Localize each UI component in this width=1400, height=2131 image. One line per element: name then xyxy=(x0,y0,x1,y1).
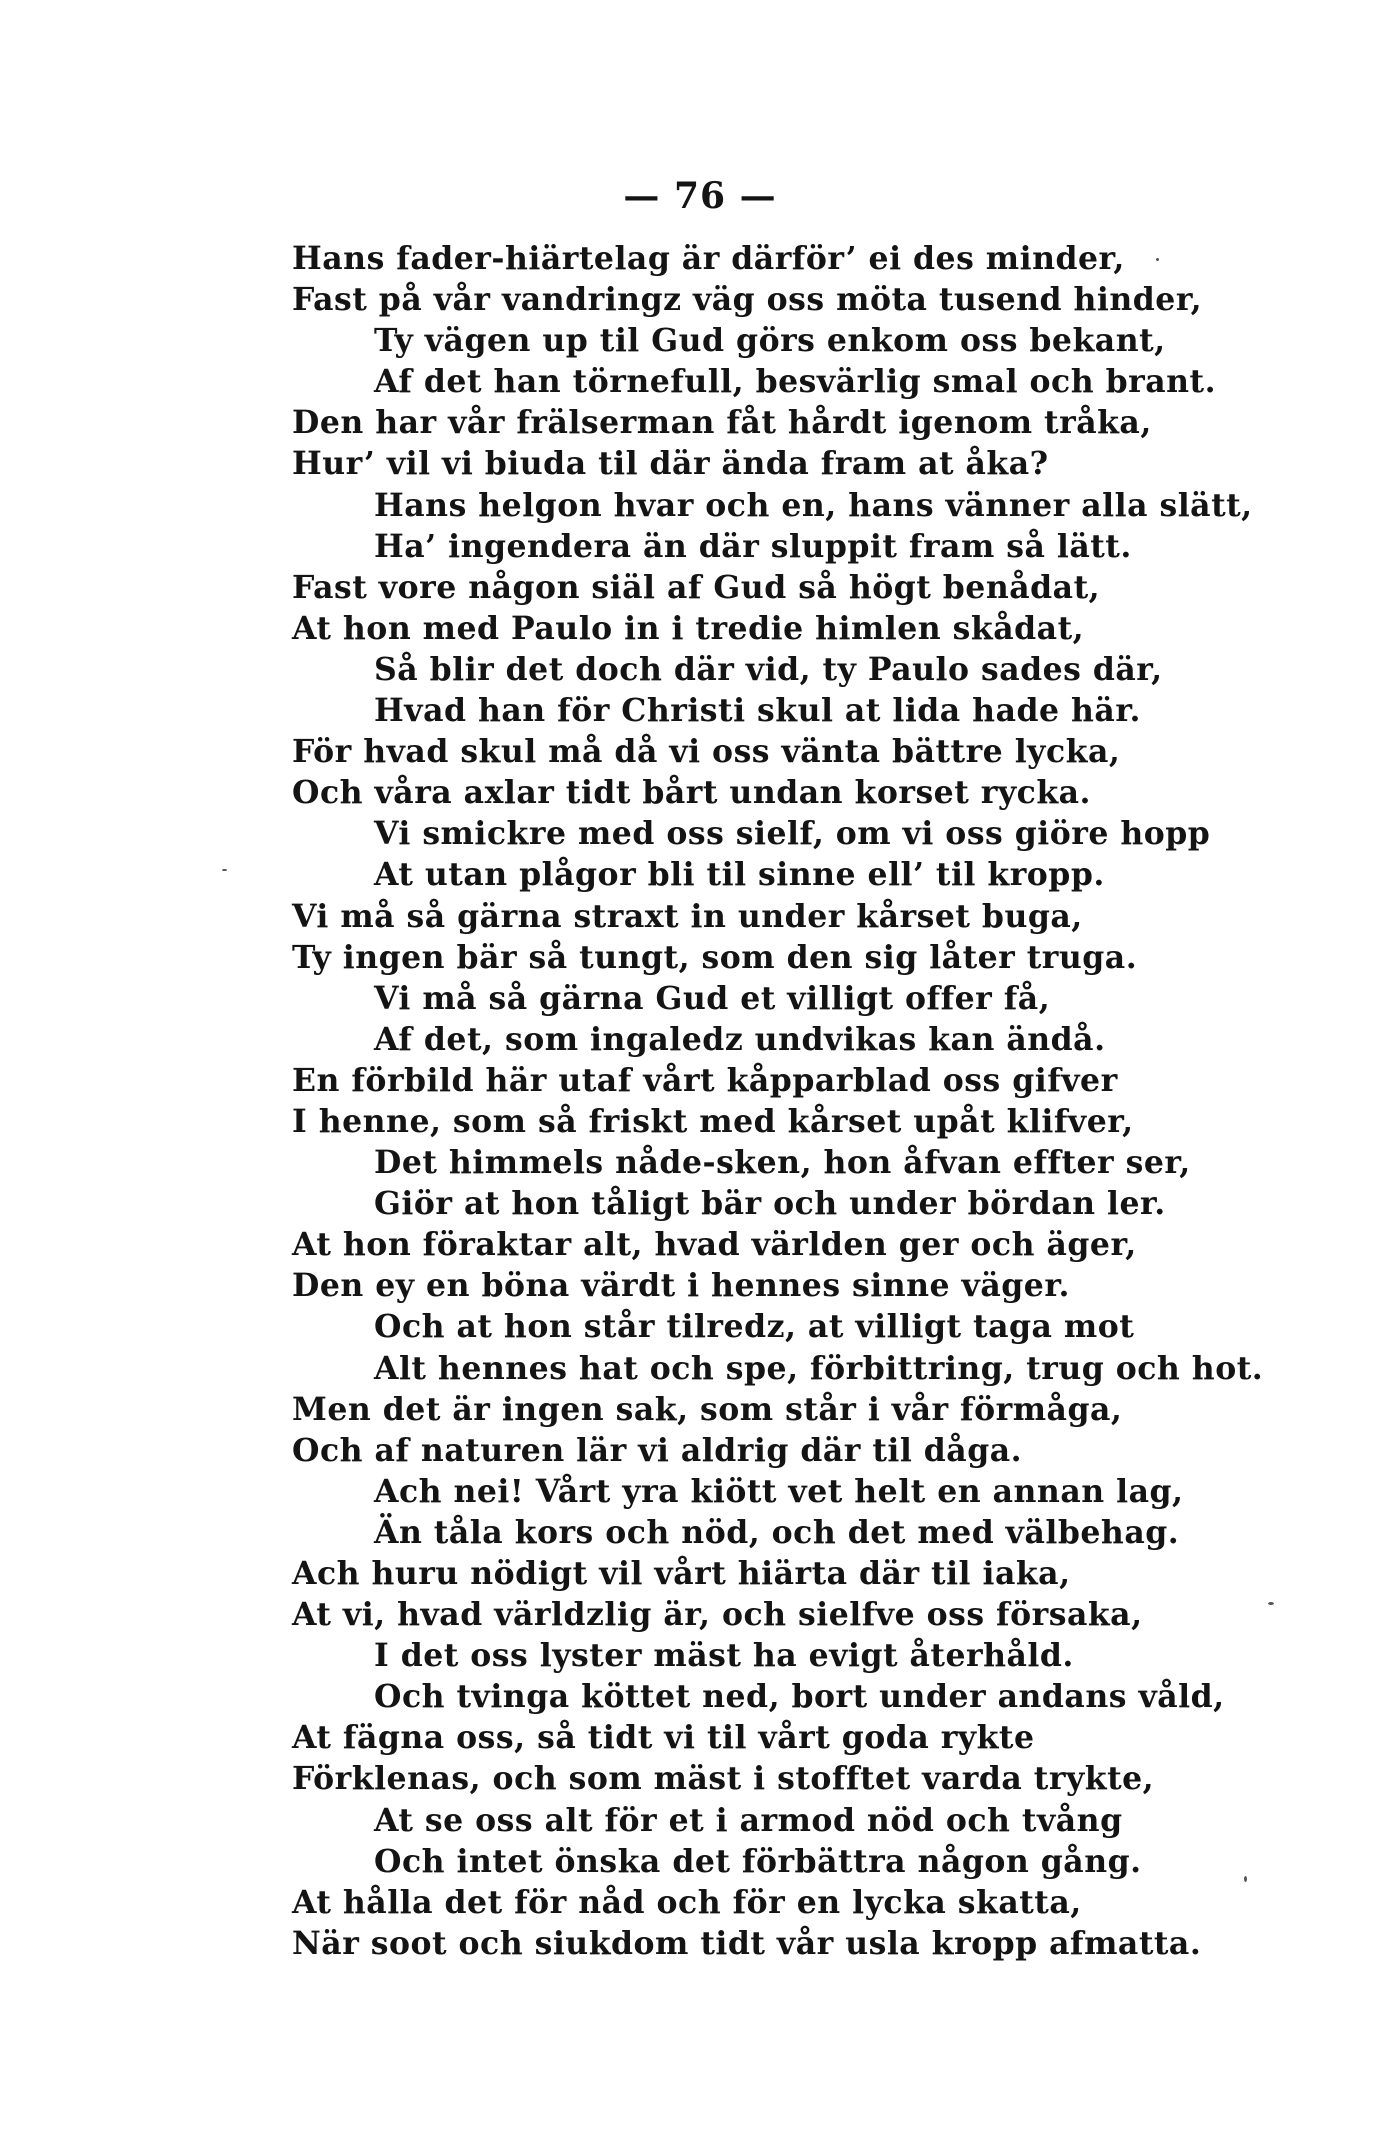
poem-line: Än tåla kors och nöd, och det med välbehag. xyxy=(374,1513,1180,1551)
poem-line: Ach huru nödigt vil vårt hiärta där til iaka, xyxy=(292,1555,1071,1592)
poem-line: Vi smickre med oss sielf, om vi oss giöre hopp xyxy=(374,815,1211,853)
poem-line: I det oss lyster mäst ha evigt återhåld. xyxy=(374,1637,1074,1675)
poem-line: At hon med Paulo in i tredie himlen skådat, xyxy=(292,609,1085,647)
poem-line: Hans fader-hiärtelag är därför’ ei des minder, xyxy=(292,240,1125,277)
poem-line: När soot och siukdom tidt vår usla kropp afmatta. xyxy=(292,1924,1202,1962)
poem-line: Ty ingen bär så tungt, som den sig låter truga. xyxy=(292,938,1138,976)
poem-line: Vi må så gärna straxt in under kårset buga, xyxy=(292,897,1083,935)
paper-speck xyxy=(1156,258,1159,261)
poem-line: Af det, som ingaledz undvikas kan ändå. xyxy=(374,1020,1106,1058)
poem-line: At vi, hvad världzlig är, och sielfve oss försaka, xyxy=(292,1596,1143,1634)
poem-line: Så blir det doch där vid, ty Paulo sades där, xyxy=(374,650,1163,688)
poem-line: Och intet önska det förbättra någon gång. xyxy=(374,1842,1142,1880)
poem-line: Det himmels nåde-sken, hon åfvan effter ser, xyxy=(374,1144,1191,1182)
poem-line: Den ey en böna värdt i hennes sinne väger. xyxy=(292,1267,1070,1305)
poem-line: I henne, som så friskt med kårset upåt klifver, xyxy=(292,1102,1134,1140)
poem-line: Den har vår frälserman fåt hårdt igenom tråka, xyxy=(292,404,1152,442)
poem-line: Af det han törnefull, besvärlig smal och brant. xyxy=(374,363,1217,401)
poem-line: Ach nei! Vårt yra kiött vet helt en annan lag, xyxy=(374,1472,1184,1510)
poem-text xyxy=(292,238,1352,1964)
paper-speck xyxy=(1268,1602,1274,1605)
poem-line: Fast på vår vandringz väg oss möta tusend hinder, xyxy=(292,281,1203,319)
poem-line: Ty vägen up til Gud görs enkom oss bekant, xyxy=(374,322,1166,360)
poem-line: En förbild här utaf vårt kåpparblad oss gifver xyxy=(292,1061,1118,1099)
poem-line: För hvad skul må då vi oss vänta bättre lycka, xyxy=(292,733,1121,771)
poem-line: Och at hon står tilredz, at villigt taga mot xyxy=(374,1308,1135,1346)
poem-line: Alt hennes hat och spe, förbittring, trug och hot. xyxy=(374,1349,1264,1387)
poem-line: Och våra axlar tidt bårt undan korset rycka. xyxy=(292,774,1092,812)
poem-line: Förklenas, och som mäst i stofftet varda trykte, xyxy=(292,1760,1155,1798)
poem-line: At utan plågor bli til sinne ell’ til kropp. xyxy=(374,856,1105,894)
poem-line: Men det är ingen sak, som står i vår förmåga, xyxy=(292,1390,1123,1428)
poem-line: Hur’ vil vi biuda til där ända fram at åka? xyxy=(292,445,1049,483)
poem-line: Och tvinga köttet ned, bort under andans våld, xyxy=(374,1678,1225,1716)
poem-line: Fast vore någon siäl af Gud så högt benådat, xyxy=(292,568,1101,606)
poem-line: Hvad han för Christi skul at lida hade här. xyxy=(374,692,1142,730)
poem-line: Hans helgon hvar och en, hans vänner alla slätt, xyxy=(374,486,1253,524)
poem-line: Giör at hon tåligt bär och under bördan ler. xyxy=(374,1185,1166,1223)
paper-speck xyxy=(1244,1876,1247,1882)
paper-speck xyxy=(222,869,227,871)
poem-line: At se oss alt för et i armod nöd och tvång xyxy=(374,1801,1123,1839)
poem-line: At fägna oss, så tidt vi til vårt goda rykte xyxy=(292,1719,1035,1757)
poem-line: At hon föraktar alt, hvad världen ger och äger, xyxy=(292,1226,1137,1264)
poem-line: Vi må så gärna Gud et villigt offer få, xyxy=(374,979,1051,1017)
page-number: — 76 — xyxy=(623,175,777,217)
poem-line: At hålla det för nåd och för en lycka skatta, xyxy=(292,1883,1082,1921)
poem-line: Och af naturen lär vi aldrig där til dåga. xyxy=(292,1431,1023,1469)
poem-line: Ha’ ingendera än där sluppit fram så lätt. xyxy=(374,527,1132,565)
